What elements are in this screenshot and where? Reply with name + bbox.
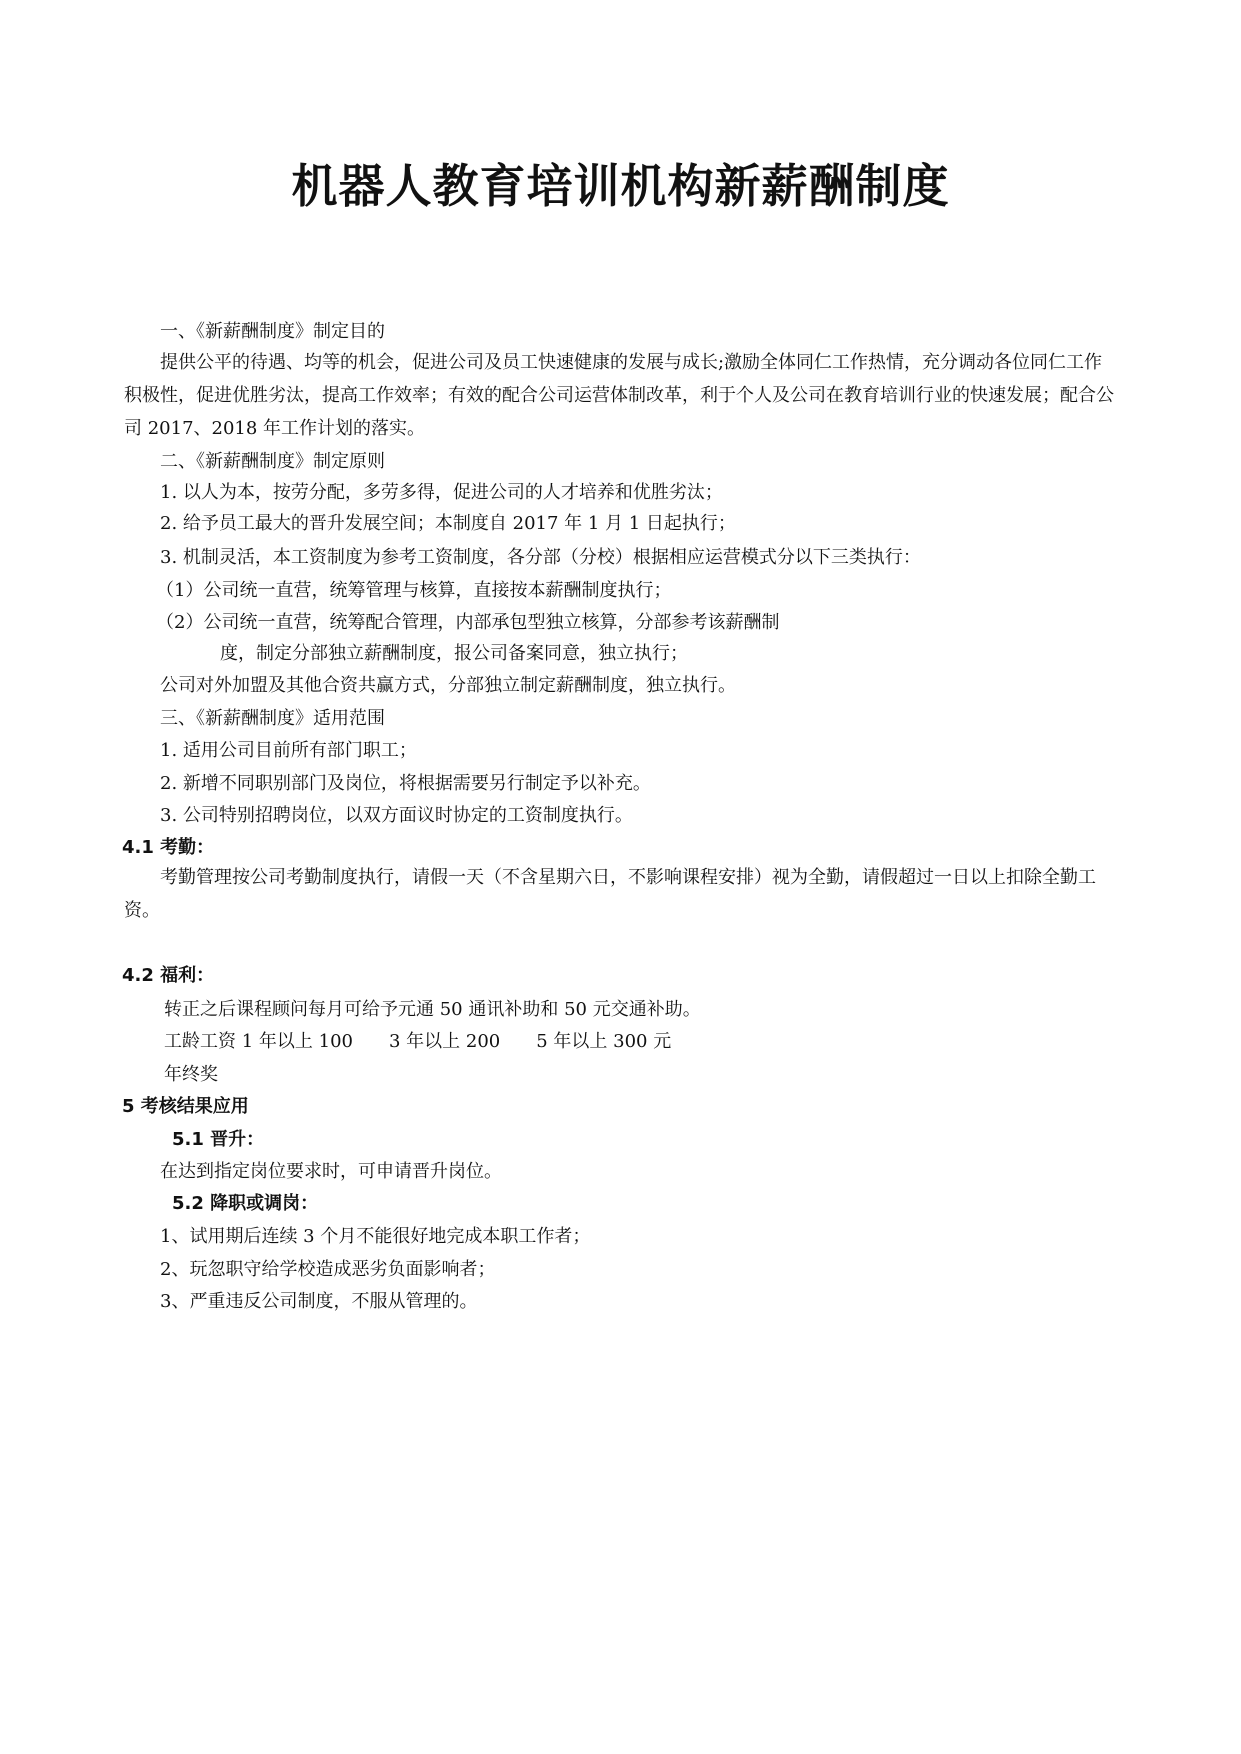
section51-heading: 5.1 晋升： — [172, 1129, 265, 1150]
welfare-item: 工龄工资 1 年以上 100 3 年以上 200 5 年以上 300 元 — [164, 1031, 672, 1052]
demotion-item: 2、玩忽职守给学校造成恶劣负面影响者； — [160, 1259, 496, 1280]
section52-heading: 5.2 降职或调岗： — [172, 1193, 319, 1214]
principle-item: 3. 机制灵活，本工资制度为参考工资制度，各分部（分校）根据相应运营模式分以下三类执行： — [160, 547, 921, 568]
principle-item: 1. 以人为本，按劳分配，多劳多得，促进公司的人才培养和优胜劣汰； — [160, 482, 723, 503]
scope-item: 1. 适用公司目前所有部门职工； — [160, 740, 417, 761]
principle-item: 公司对外加盟及其他合资共赢方式，分部独立制定薪酬制度，独立执行。 — [160, 675, 736, 696]
welfare-item: 转正之后课程顾问每月可给予元通 50 通讯补助和 50 元交通补助。 — [164, 999, 701, 1020]
section1-body: 提供公平的待遇、均等的机会，促进公司及员工快速健康的发展与成长;激励全体同仁工作热情，充分调动各位同仁工作积极性，促进优胜劣汰，提高工作效率；有效的配合公司运营体制改革，利于个人及公司在教育培训行业的快速发展；配合公司 2017、2018 年工作计划的落实。 — [124, 352, 1114, 439]
scope-item: 2. 新增不同职别部门及岗位，将根据需要另行制定予以补充。 — [160, 773, 651, 794]
section42-heading: 4.2 福利： — [122, 965, 215, 986]
page-title: 机器人教育培训机构新薪酬制度 — [291, 159, 950, 213]
demotion-item: 1、试用期后连续 3 个月不能很好地完成本职工作者； — [160, 1226, 591, 1247]
section51-body: 在达到指定岗位要求时，可申请晋升岗位。 — [160, 1161, 502, 1182]
principle-item: 2. 给予员工最大的晋升发展空间；本制度自 2017 年 1 月 1 日起执行； — [160, 513, 736, 534]
section5-heading: 5 考核结果应用 — [122, 1096, 249, 1117]
section41-body: 考勤管理按公司考勤制度执行，请假一天（不含星期六日，不影响课程安排）视为全勤，请假超过一日以上扣除全勤工资。 — [124, 867, 1096, 921]
welfare-item: 年终奖 — [164, 1064, 218, 1085]
scope-item: 3. 公司特别招聘岗位，以双方面议时协定的工资制度执行。 — [160, 805, 633, 826]
principle-subitem: （2）公司统一直营，统筹配合管理，内部承包型独立核算，分部参考该薪酬制 — [156, 612, 780, 633]
section3-heading: 三、《新薪酬制度》适用范围 — [160, 708, 385, 729]
demotion-item: 3、严重违反公司制度，不服从管理的。 — [160, 1291, 478, 1312]
principle-subitem-continued: 度，制定分部独立薪酬制度，报公司备案同意，独立执行； — [220, 643, 688, 664]
section2-heading: 二、《新薪酬制度》制定原则 — [160, 451, 385, 472]
section1-heading: 一、《新薪酬制度》制定目的 — [160, 321, 385, 342]
principle-subitem: （1）公司统一直营，统筹管理与核算，直接按本薪酬制度执行； — [156, 580, 672, 601]
section41-heading: 4.1 考勤： — [122, 837, 215, 858]
